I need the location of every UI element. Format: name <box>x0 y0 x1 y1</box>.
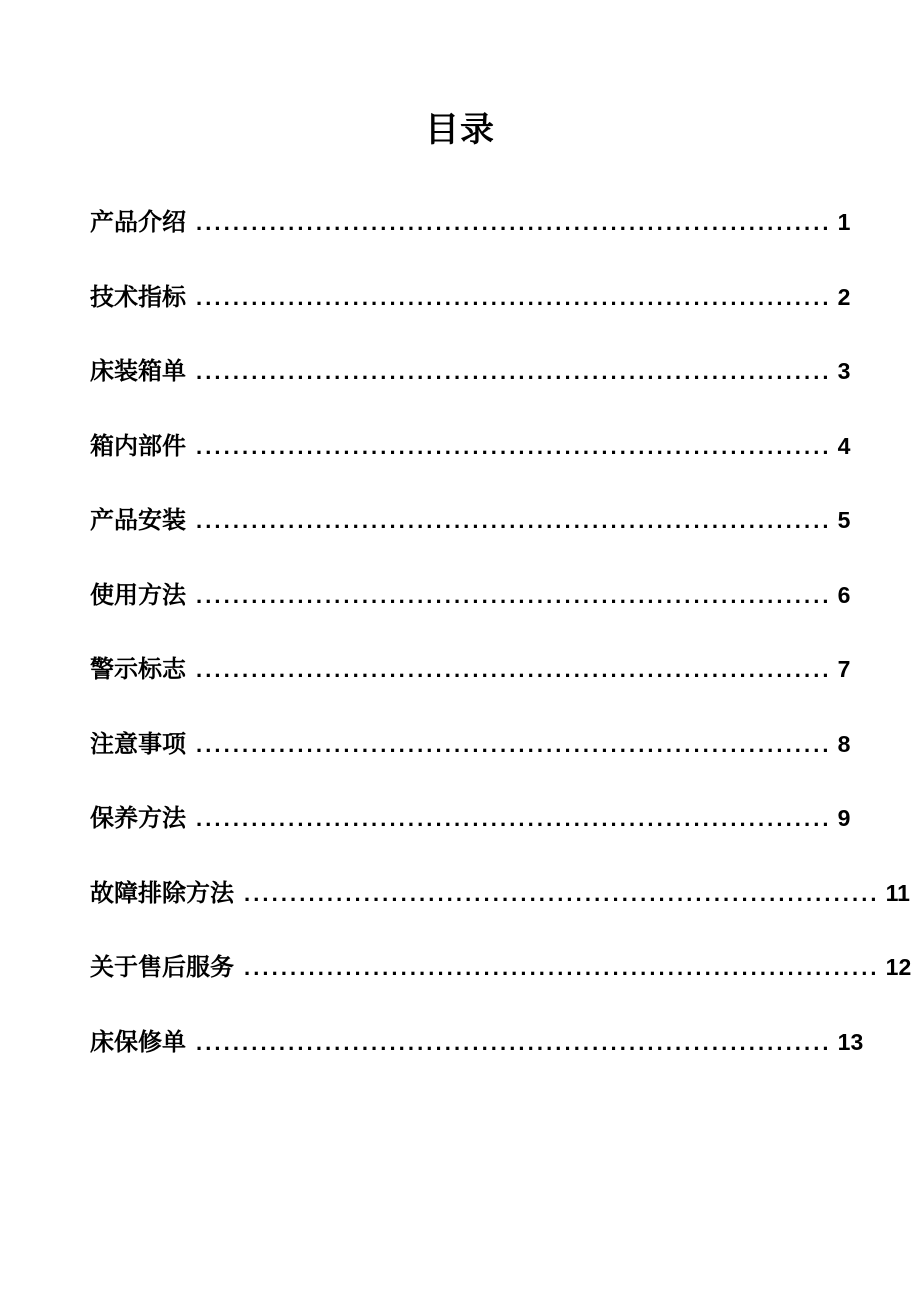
toc-entry-label: 床保修单 <box>90 1027 186 1056</box>
toc-dot-leader: ..................................................................... <box>196 582 832 608</box>
toc-entry[interactable] <box>90 1024 864 1099</box>
toc-entry-page-number: 6 <box>837 581 851 608</box>
toc-list <box>90 204 912 1098</box>
toc-entry[interactable] <box>90 428 851 503</box>
toc-entry-page-number: 5 <box>837 507 851 533</box>
toc-dot-leader: ..................................................................... <box>196 508 832 533</box>
toc-entry[interactable] <box>90 279 851 354</box>
toc-entry-page-number: 2 <box>837 283 851 310</box>
toc-dot-leader: ..................................................................... <box>244 880 880 906</box>
toc-entry-label: 产品安装 <box>90 506 186 534</box>
toc-entry-page-number: 12 <box>885 954 912 980</box>
toc-entry-page-number: 8 <box>837 730 851 757</box>
toc-entry-page-number: 4 <box>837 432 851 459</box>
toc-dot-leader: ..................................................................... <box>244 955 880 980</box>
toc-entry[interactable] <box>90 949 912 1024</box>
toc-entry-label: 使用方法 <box>90 580 186 609</box>
toc-entry[interactable] <box>90 651 851 726</box>
toc-entry-label: 关于售后服务 <box>90 953 234 981</box>
toc-entry-label: 保养方法 <box>90 804 186 832</box>
toc-dot-leader: ..................................................................... <box>196 731 832 757</box>
toc-dot-leader: ..................................................................... <box>196 284 832 310</box>
toc-entry[interactable] <box>90 726 851 801</box>
toc-entry-label: 产品介绍 <box>90 208 186 236</box>
toc-entry[interactable] <box>90 502 851 577</box>
toc-entry-label: 故障排除方法 <box>90 878 234 907</box>
toc-entry-label: 警示标志 <box>90 655 186 683</box>
toc-title: 目录 <box>425 110 495 150</box>
toc-dot-leader: ..................................................................... <box>196 359 832 384</box>
toc-entry-page-number: 1 <box>837 209 851 235</box>
toc-entry[interactable] <box>90 577 851 652</box>
toc-entry-page-number: 7 <box>837 656 851 682</box>
toc-entry-page-number: 9 <box>837 805 851 831</box>
toc-entry-page-number: 3 <box>837 358 851 384</box>
toc-entry-label: 注意事项 <box>90 729 186 758</box>
toc-dot-leader: ..................................................................... <box>196 210 832 235</box>
toc-entry[interactable] <box>90 204 851 279</box>
toc-entry-label: 箱内部件 <box>90 431 186 460</box>
toc-entry[interactable] <box>90 353 851 428</box>
toc-entry-label: 床装箱单 <box>90 357 186 385</box>
toc-entry-page-number: 11 <box>885 879 910 906</box>
toc-dot-leader: ..................................................................... <box>196 433 832 459</box>
toc-entry-page-number: 13 <box>837 1028 864 1055</box>
toc-entry-label: 技术指标 <box>90 282 186 311</box>
toc-dot-leader: ..................................................................... <box>196 806 832 831</box>
toc-entry[interactable] <box>90 800 851 875</box>
toc-dot-leader: ..................................................................... <box>196 657 832 682</box>
toc-dot-leader: ..................................................................... <box>196 1029 832 1055</box>
toc-entry[interactable] <box>90 875 910 950</box>
